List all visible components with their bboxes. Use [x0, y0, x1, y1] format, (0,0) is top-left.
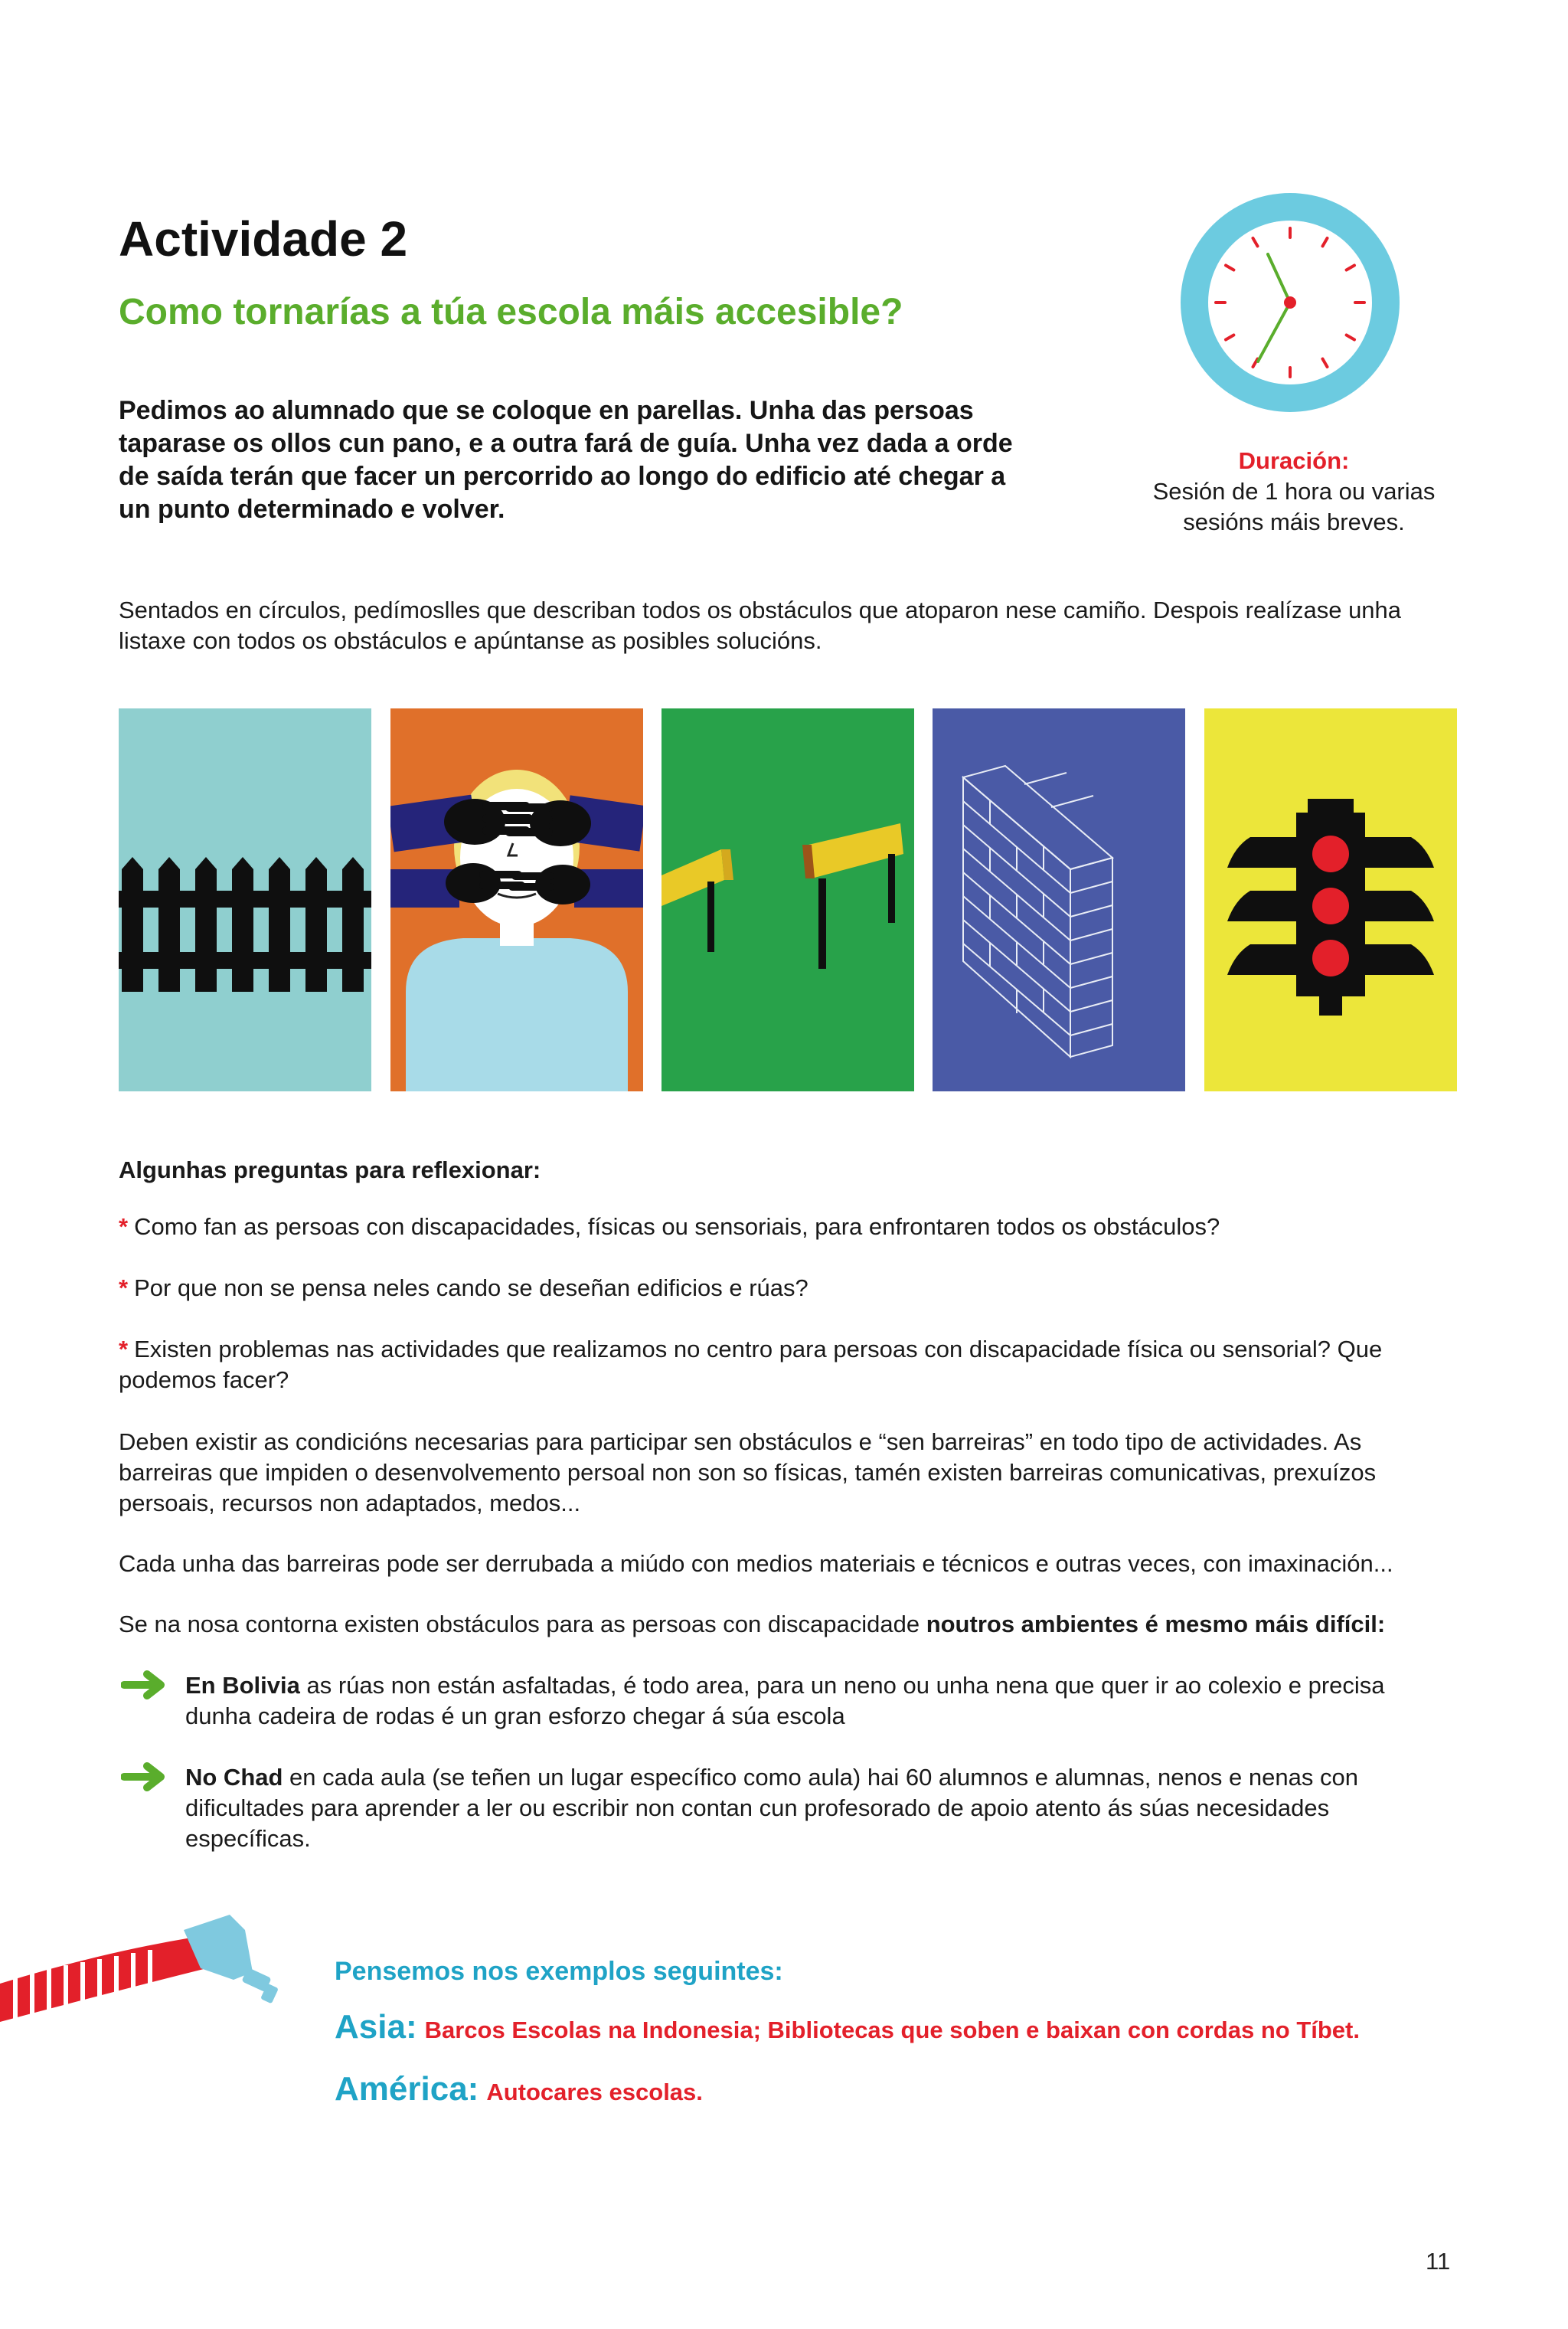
question-text: Como fan as persoas con discapacidades, físicas ou sensoriais, para enfrontaren todos os obstáculos?: [134, 1213, 1220, 1240]
asia-line: [335, 2008, 1360, 2046]
question-text: Por que non se pensa neles cando se deseñan edificios e rúas?: [134, 1274, 808, 1301]
america-line: [335, 2070, 703, 2108]
barriers-illustration: [662, 708, 914, 1091]
green-arrow-icon: [121, 1761, 170, 1792]
star-bullet-icon: *: [119, 1213, 129, 1240]
barriers-paragraph: Cada unha das barreiras pode ser derrubada a miúdo con medios materiais e técnicos e outras veces, con imaxinación...: [119, 1550, 1393, 1577]
activity-subtitle: Como tornarías a túa escola máis accesible?: [119, 292, 903, 332]
asia-text: Barcos Escolas na Indonesia; Bibliotecas que soben e baixan con cordas no Tíbet.: [424, 2017, 1360, 2043]
environment-paragraph: [119, 1609, 1455, 1640]
covered-eyes-illustration: [390, 708, 643, 1091]
example-text: en cada aula (se teñen un lugar específico como aula) hai 60 alumnos e alumnas, nenos e nenas con dificultades para aprender a ler ou escribir non contan cun profesorado de apoio atento ás súas necesidades específicas.: [185, 1764, 1358, 1852]
asia-label: Asia:: [335, 2008, 417, 2046]
circle-paragraph: Sentados en círculos, pedímoslles que describan todos os obstáculos que atoparon nese camiño. Despois realízase unha listaxe con todos os obstáculos e apúntanse as posibles solucións.: [119, 597, 1402, 654]
think-heading: Pensemos nos exemplos seguintes:: [335, 1957, 783, 1986]
arm-bottle-illustration: [0, 1899, 291, 2037]
duration-box: [1087, 446, 1501, 538]
conditions-paragraph: Deben existir as condicións necesarias para participar sen obstáculos e “sen barreiras” en todo tipo de actividades. As barreiras que impiden o desenvolvemento persoal non son so físicas, tamén existen barreiras comunicativas, prexuízos persoais, recursos non adaptados, medos...: [119, 1428, 1377, 1516]
example-bolivia: [185, 1670, 1456, 1732]
star-bullet-icon: *: [119, 1274, 129, 1301]
intro-paragraph: Pedimos ao alumnado que se coloque en parellas. Unha das persoas taparase os ollos cun pano, e a outra fará de guía. Unha vez dada a orde de saída terán que facer un percorrido ao longo do edificio até chegar a un punto determinado e volver.: [119, 396, 1013, 524]
question-item-2: [119, 1273, 1455, 1304]
green-arrow-icon: [121, 1670, 170, 1700]
fence-illustration: [119, 708, 371, 1091]
brick-wall-illustration: [933, 708, 1185, 1091]
traffic-light-illustration: [1204, 708, 1457, 1091]
environment-text: Se na nosa contorna existen obstáculos para as persoas con discapacidade: [119, 1611, 926, 1637]
america-text: Autocares escolas.: [486, 2079, 703, 2105]
environment-emphasis: noutros ambientes é mesmo máis difícil:: [926, 1611, 1386, 1637]
example-chad: [185, 1762, 1456, 1854]
questions-heading: Algunhas preguntas para reflexionar:: [119, 1156, 541, 1183]
clock-icon: [1179, 191, 1401, 414]
question-item-1: [119, 1212, 1455, 1242]
example-text: as rúas non están asfaltadas, é todo area, para un neno ou unha nena que quer ir ao colexio e precisa dunha cadeira de rodas é un gran esforzo chegar á súa escola: [185, 1672, 1385, 1729]
duration-line-1: Sesión de 1 hora ou varias: [1152, 478, 1436, 505]
america-label: América:: [335, 2070, 479, 2108]
duration-label: Duración:: [1238, 447, 1350, 474]
example-place: No Chad: [185, 1764, 283, 1791]
question-text: Existen problemas nas actividades que realizamos no centro para persoas con discapacidade física ou sensorial? Que podemos facer?: [119, 1336, 1383, 1393]
star-bullet-icon: *: [119, 1336, 129, 1362]
page-number: 11: [1426, 2248, 1451, 2275]
example-place: En Bolivia: [185, 1672, 300, 1699]
duration-line-2: sesións máis breves.: [1183, 509, 1405, 535]
question-item-3: [119, 1334, 1455, 1395]
activity-title: Actividade 2: [119, 211, 408, 267]
